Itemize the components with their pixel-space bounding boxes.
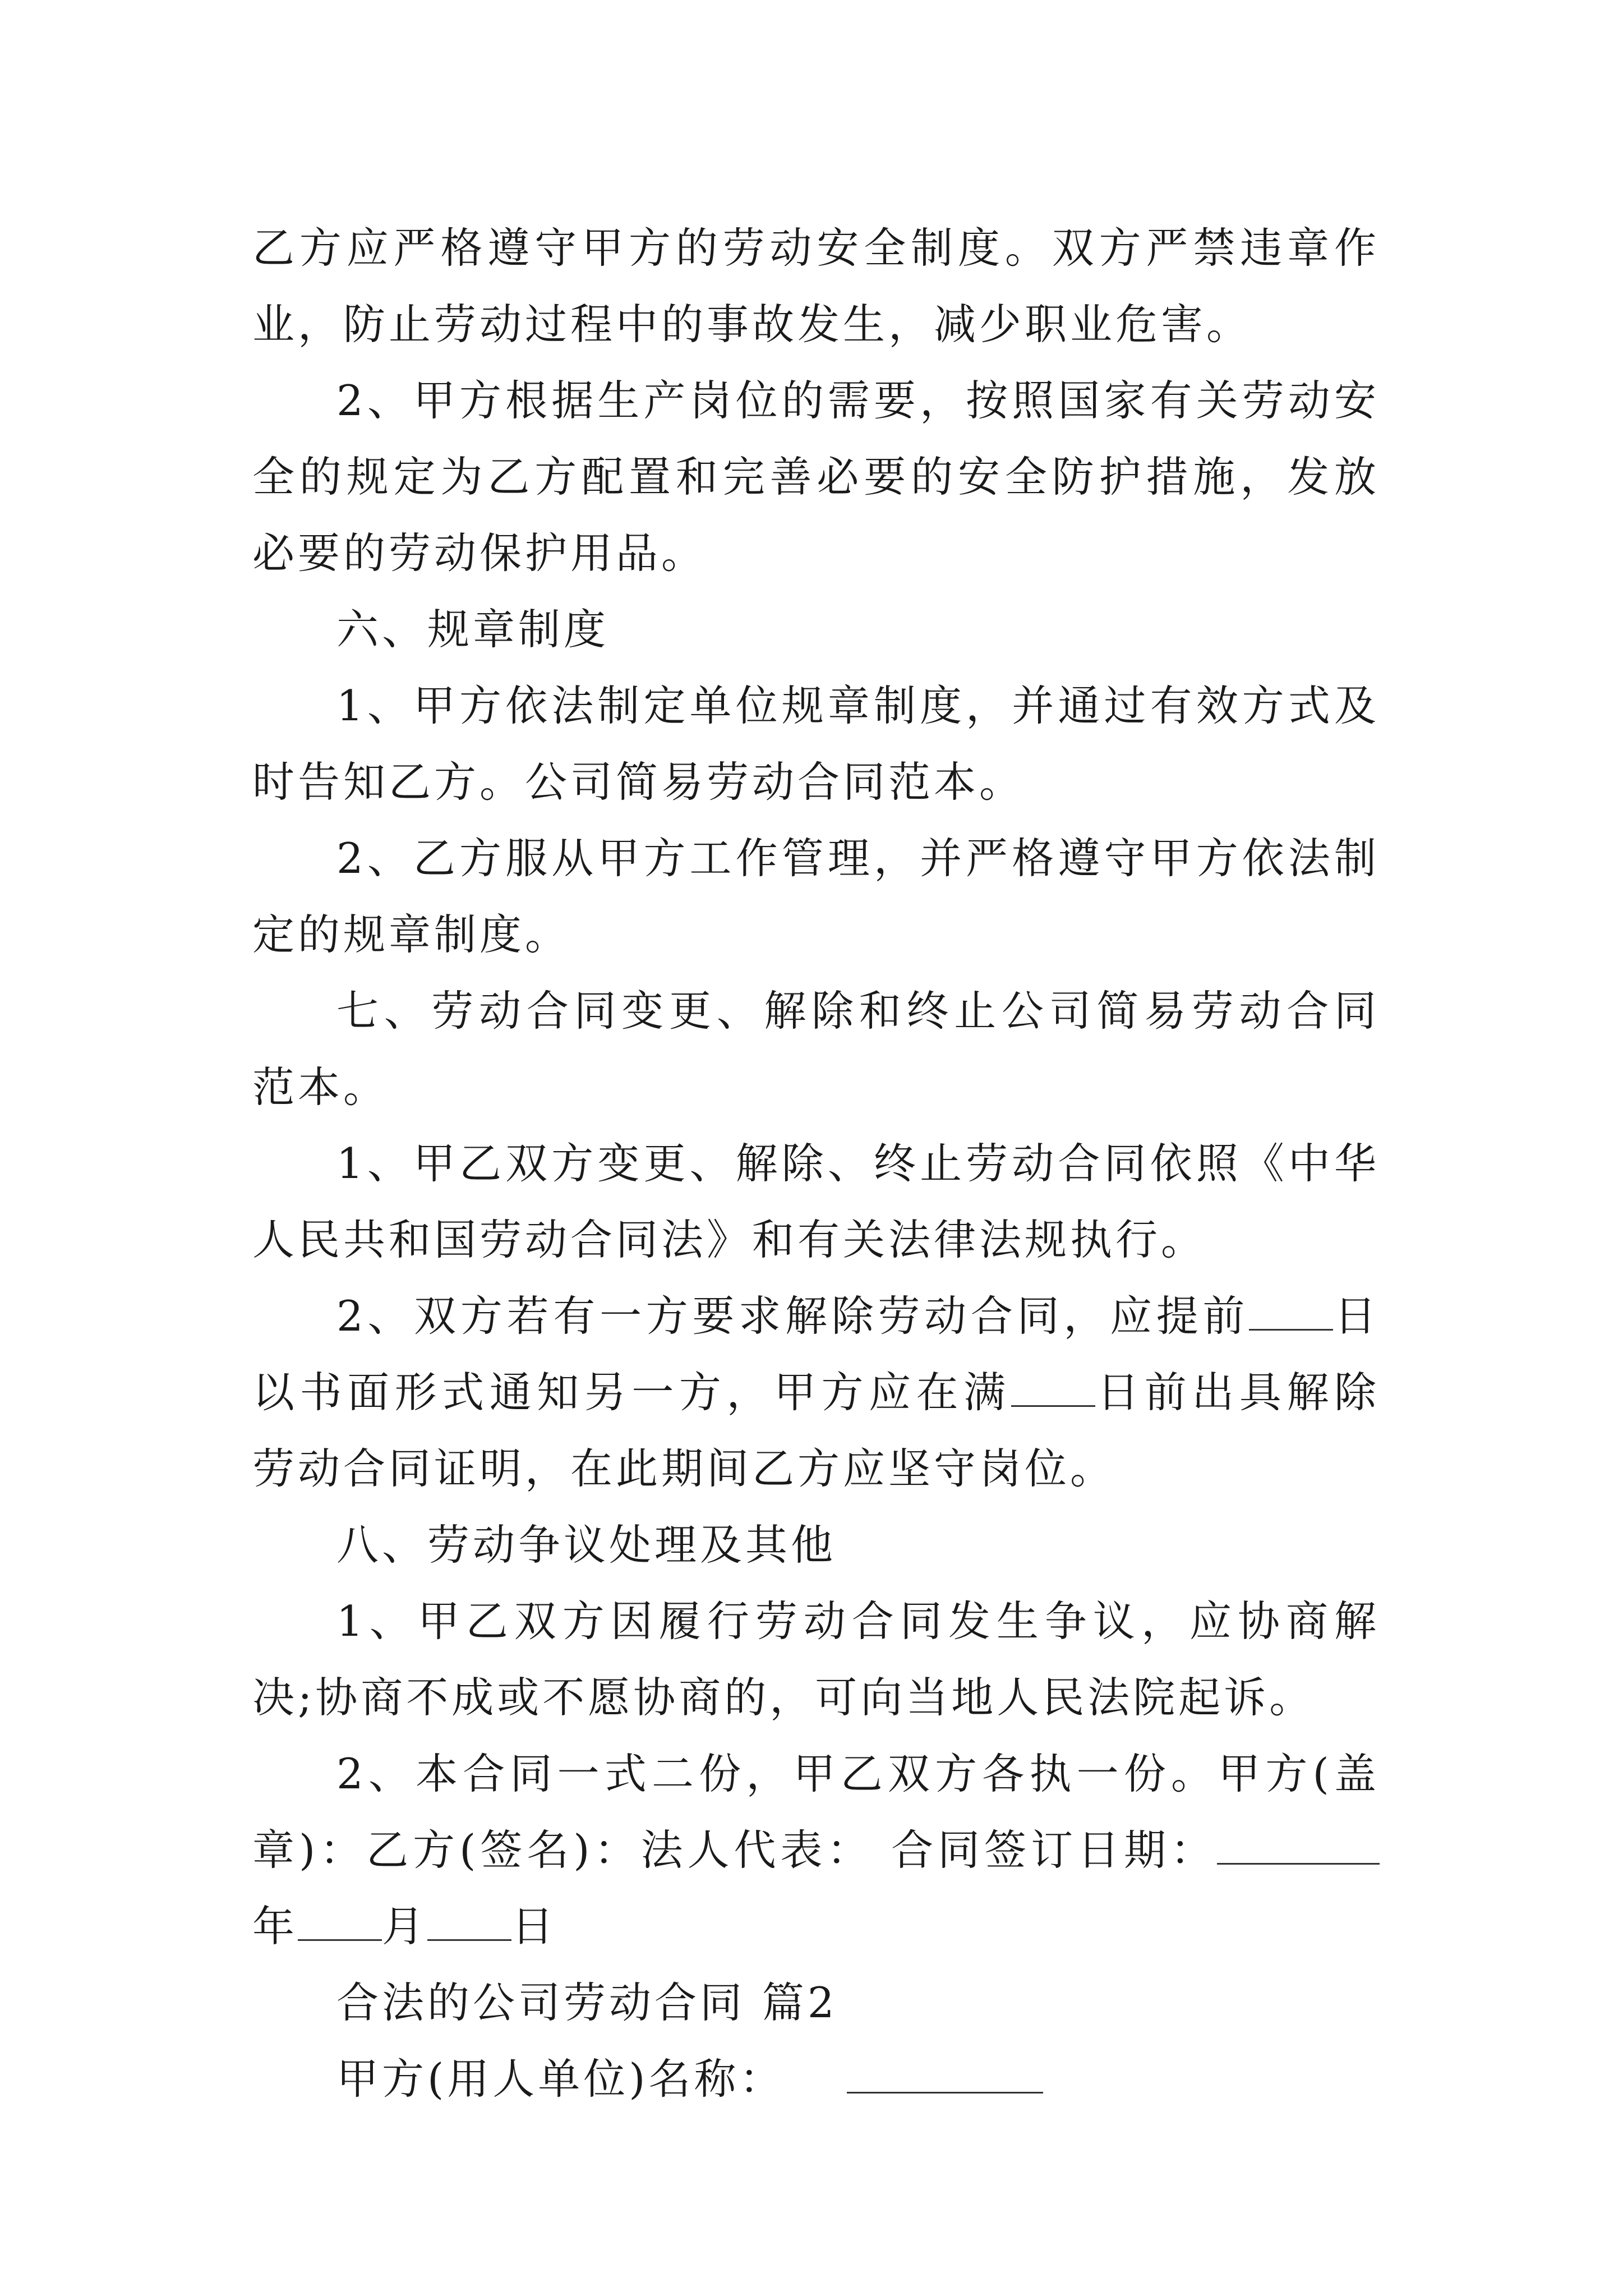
paragraph-contract-law: 1、甲乙双方变更、解除、终止劳动合同依照《中华人民共和国劳动合同法》和有关法律法规执行。 — [252, 1139, 1380, 1264]
paragraph-termination-notice — [252, 1278, 1380, 1507]
notice-days-blank[interactable] — [1249, 1323, 1333, 1331]
employer-name-label: 甲方(用人单位)名称： — [336, 2054, 785, 2104]
paragraph-protection-measures: 2、甲方根据生产岗位的需要，按照国家有关劳动安全的规定为乙方配置和完善必要的安全防护措施，发放必要的劳动保护用品。 — [252, 376, 1380, 578]
termination-text-1: 2、双方若有一方要求解除劳动合同，应提前 — [336, 1291, 1249, 1341]
paragraph-safety-rules: 乙方应严格遵守甲方的劳动安全制度。双方严禁违章作业，防止劳动过程中的事故发生，减少职业危害。 — [252, 223, 1380, 349]
paragraph-dispute-resolution: 1、甲乙双方因履行劳动合同发生争议，应协商解决;协商不成或不愿协商的，可向当地人民法院起诉。 — [252, 1596, 1380, 1722]
sign-month-blank[interactable] — [298, 1934, 382, 1941]
document-page — [252, 210, 1380, 2117]
section-heading-contract-change: 七、劳动合同变更、解除和终止公司简易劳动合同范本。 — [252, 986, 1380, 1112]
section-title-part2: 合法的公司劳动合同 篇2 — [336, 1978, 838, 2027]
section-heading-disputes: 八、劳动争议处理及其他 — [336, 1520, 837, 1570]
paragraph-signatures — [252, 1736, 1380, 1964]
termination-text-3: 日前出具解除劳动合同证明，在此期间乙方应坚守岗位。 — [252, 1368, 1380, 1493]
paragraph-rules-compliance: 2、乙方服从甲方工作管理，并严格遵守甲方依法制定的规章制度。 — [252, 834, 1380, 959]
day-label: 日 — [511, 1902, 557, 1951]
certificate-days-blank[interactable] — [1011, 1400, 1095, 1407]
sign-day-blank[interactable] — [427, 1934, 511, 1941]
termination-text-2: 日以书面形式通知另一方，甲方应在满 — [252, 1291, 1380, 1417]
paragraph-rules-notice: 1、甲方依法制定单位规章制度，并通过有效方式及时告知乙方。公司简易劳动合同范本。 — [252, 681, 1380, 807]
sign-year-blank[interactable] — [1217, 1857, 1380, 1865]
employer-name-blank[interactable] — [847, 2086, 1043, 2093]
section-heading-rules: 六、规章制度 — [336, 605, 610, 654]
month-label: 月 — [382, 1902, 428, 1951]
signature-text: 2、本合同一式二份，甲乙双方各执一份。甲方(盖章)：乙方(签名)：法人代表： 合同签订日期： — [252, 1749, 1380, 1875]
year-label: 年 — [252, 1902, 298, 1951]
paragraph-employer-name — [252, 2041, 1380, 2117]
